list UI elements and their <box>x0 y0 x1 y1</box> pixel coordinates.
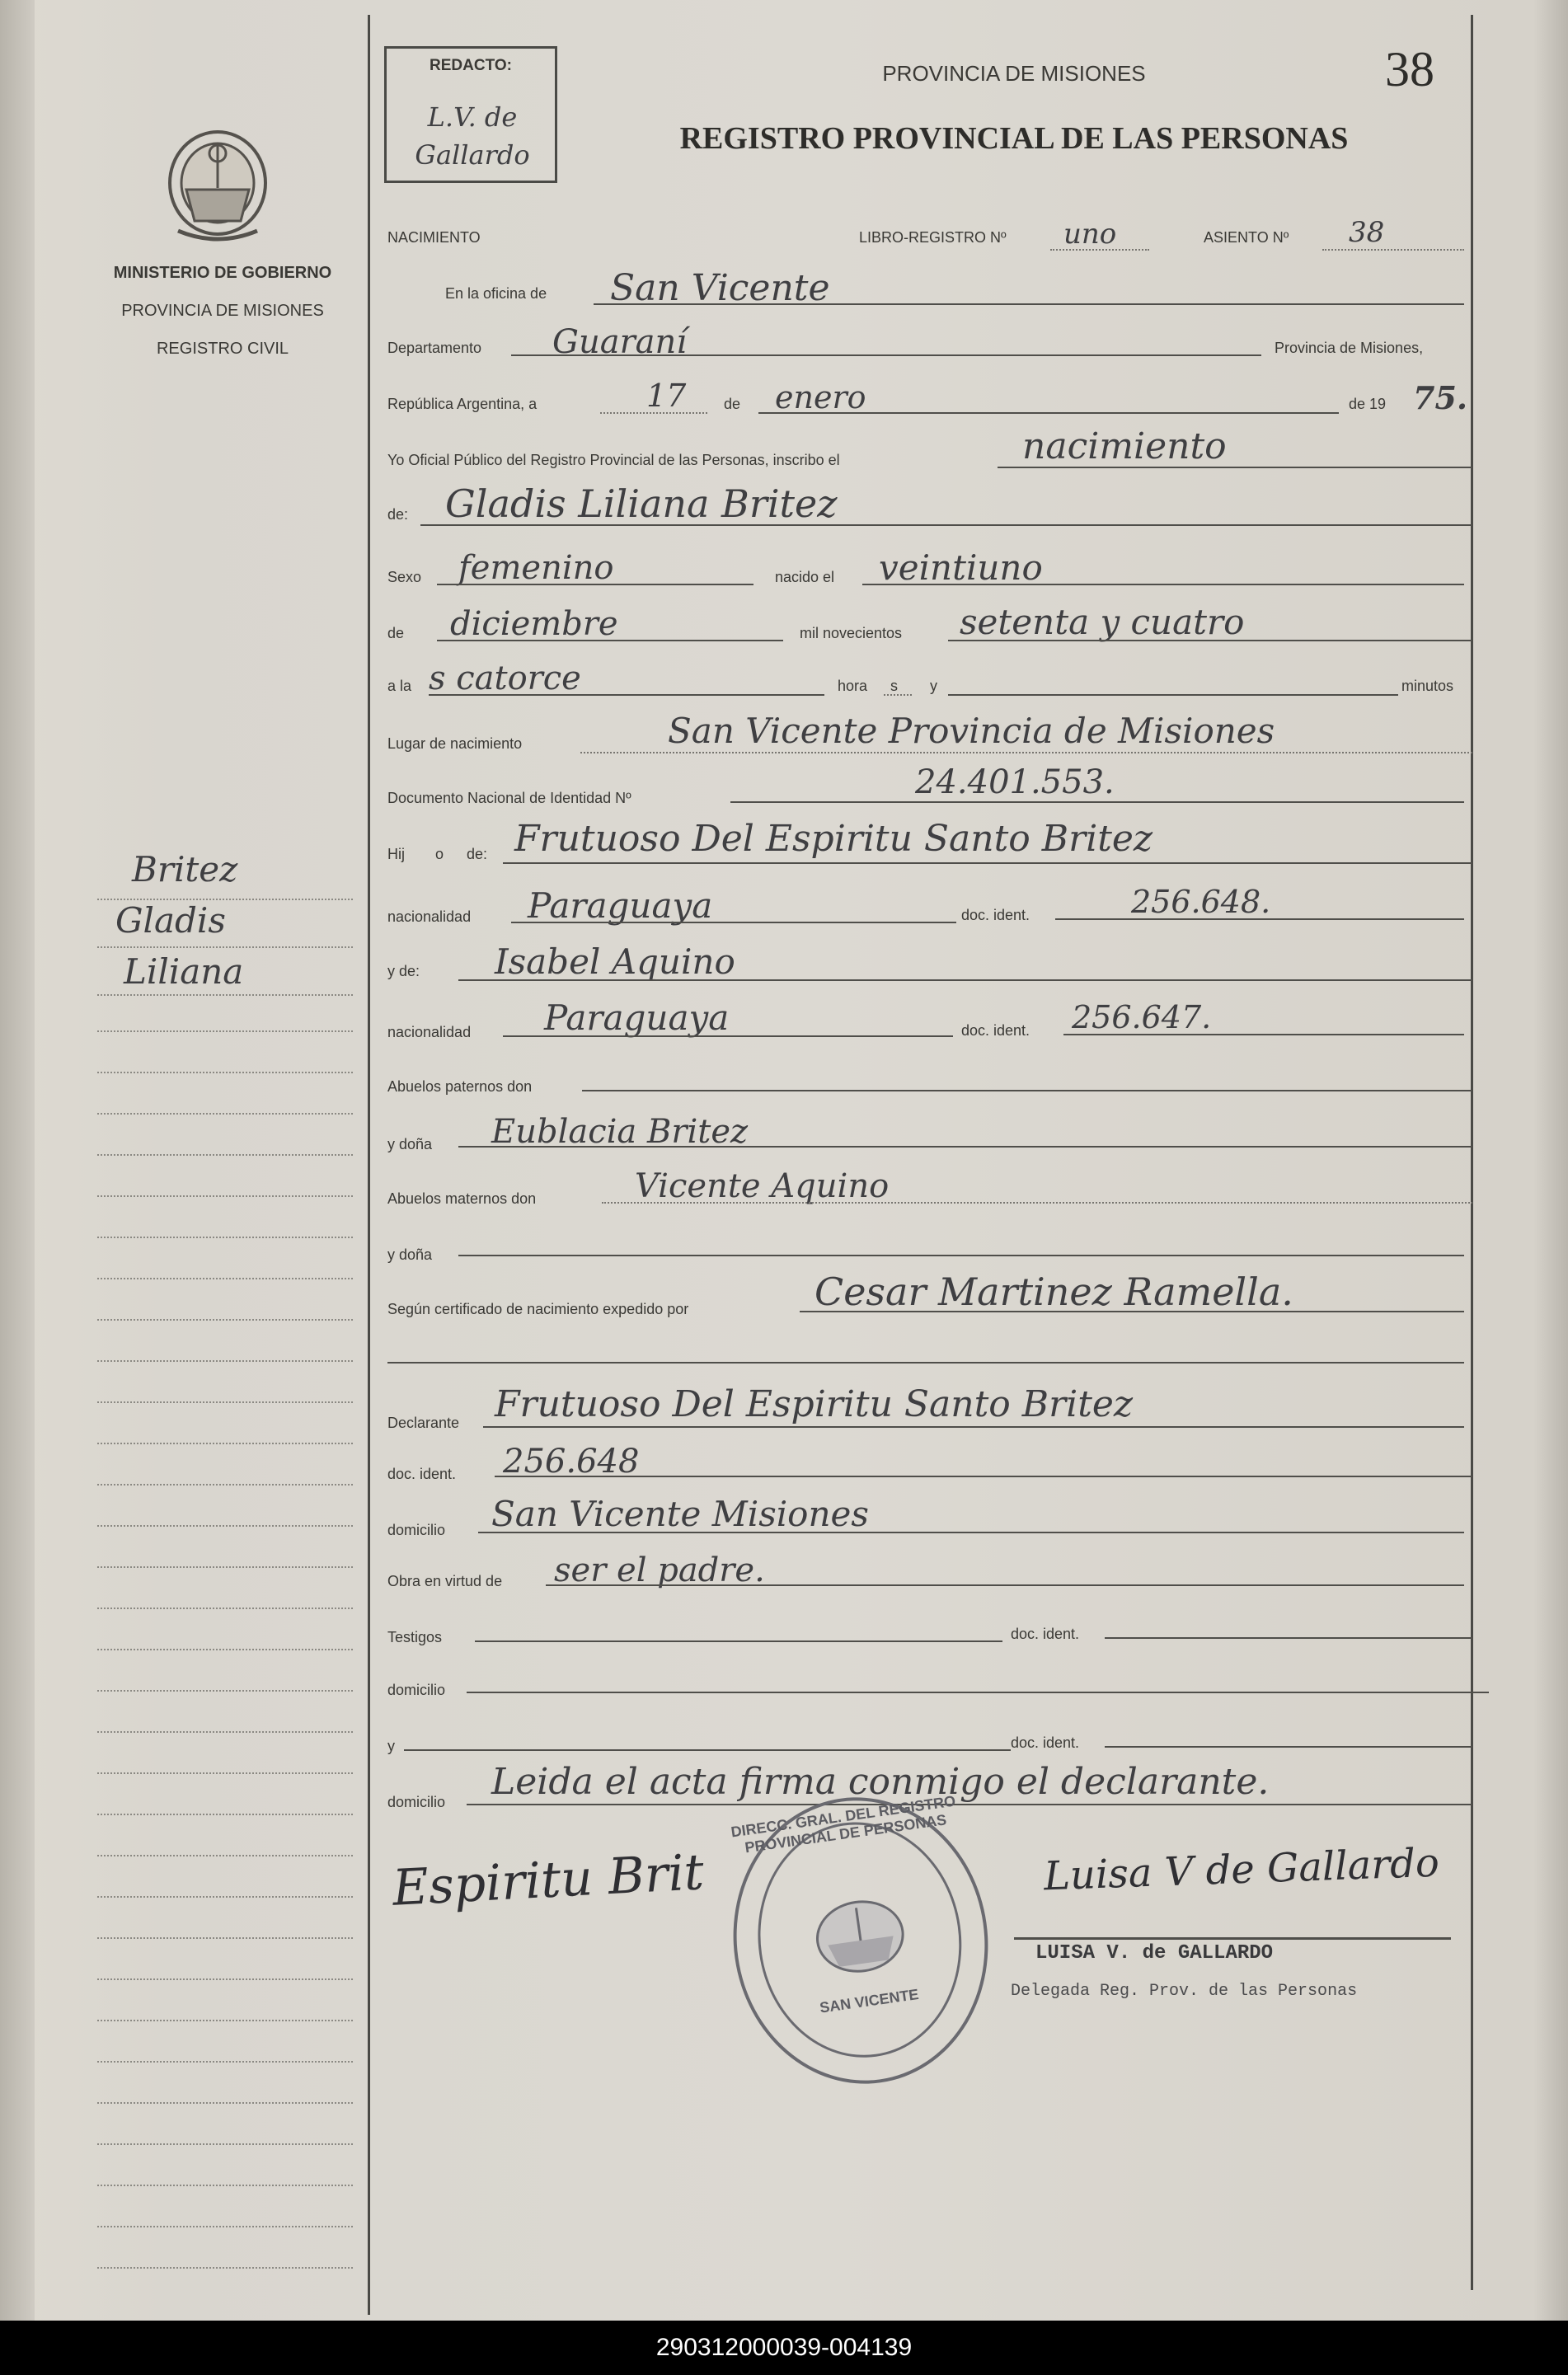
year-prefix: de 19 <box>1349 396 1387 412</box>
dni-value: 24.401.553. <box>915 763 1115 801</box>
page-title: REGISTRO PROVINCIAL DE LAS PERSONAS <box>679 121 1349 156</box>
testigos-doc-label: doc. ident. <box>1011 1626 1080 1642</box>
birth-month: diciembre <box>450 605 618 643</box>
child-name: Gladis Liliana Britez <box>445 481 838 526</box>
page-number: 38 <box>1385 42 1434 96</box>
dni-label: Documento Nacional de Identidad Nº <box>387 790 631 806</box>
declarante-signature: Espiritu Brit <box>391 1843 706 1917</box>
ministry-label: MINISTERIO DE GOBIERNO <box>113 264 332 282</box>
document-id-footer: 290312000039-004139 <box>0 2321 1568 2375</box>
domicilio2-label: domicilio <box>387 1682 446 1698</box>
inscribo-value: nacimiento <box>1022 425 1227 467</box>
mother-doc-label: doc. ident. <box>961 1022 1030 1039</box>
margin-note-surname: Britez <box>132 849 238 889</box>
paternal-grandmother: Eublacia Britez <box>491 1113 749 1151</box>
page-edge <box>0 0 35 2321</box>
declarante-doc-label: doc. ident. <box>387 1466 457 1482</box>
oficina-value: San Vicente <box>610 267 830 309</box>
right-border <box>1471 15 1473 2290</box>
nacido-value: veintiuno <box>879 547 1043 588</box>
registry-label: REGISTRO CIVIL <box>156 340 289 358</box>
maternal-grandparents-label: Abuelos maternos don <box>387 1190 537 1207</box>
mother-doc: 256.647. <box>1072 999 1212 1035</box>
asiento-label: ASIENTO Nº <box>1204 229 1289 246</box>
official-stamp <box>715 1781 1006 2100</box>
republica-label: República Argentina, a <box>387 396 538 412</box>
month-de-label: de <box>724 396 741 412</box>
maternal-grandfather: Vicente Aquino <box>635 1167 890 1205</box>
obra-value: ser el padre. <box>554 1551 765 1589</box>
province-heading: PROVINCIA DE MISIONES <box>882 61 1146 86</box>
sexo-label: Sexo <box>387 569 422 585</box>
domicilio3-label: domicilio <box>387 1794 446 1810</box>
hijo-suffix: o <box>435 846 444 862</box>
redacto-box <box>384 46 557 183</box>
y2-doc-label: doc. ident. <box>1011 1734 1080 1751</box>
official-signature: Luisa V de Gallardo <box>1043 1839 1440 1900</box>
domicilio-value: San Vicente Misiones <box>491 1494 869 1534</box>
nombre-de-label: de: <box>387 506 409 523</box>
y2-label: y <box>387 1738 395 1754</box>
maternal-grandmother-label: y doña <box>387 1246 433 1263</box>
section-label: NACIMIENTO <box>387 229 481 246</box>
testigos-label: Testigos <box>387 1629 443 1645</box>
y-label: y <box>930 678 937 694</box>
stamp-center-text: SAN VICENTE <box>818 1985 920 2016</box>
mes-de-label: de <box>387 625 405 641</box>
father-nationality-label: nacionalidad <box>387 908 472 925</box>
paternal-grandmother-label: y doña <box>387 1136 433 1152</box>
hora-suffix: s <box>890 678 898 694</box>
month-value: enero <box>775 379 866 415</box>
province-label: PROVINCIA DE MISIONES <box>121 302 324 320</box>
closing-statement: Leida el acta firma conmigo el declarante. <box>491 1761 1270 1803</box>
libro-label: LIBRO-REGISTRO Nº <box>859 229 1007 246</box>
birth-year: setenta y cuatro <box>960 602 1245 642</box>
libro-value: uno <box>1063 218 1117 251</box>
departamento-value: Guaraní <box>552 323 688 361</box>
stamp-emblem-icon <box>796 1884 923 1989</box>
column-divider <box>368 15 370 2315</box>
mother-nationality: Paraguaya <box>544 997 730 1038</box>
domicilio-label: domicilio <box>387 1522 446 1538</box>
hora-label: hora <box>838 678 868 694</box>
father-nationality: Paraguaya <box>528 885 713 926</box>
father-name: Frutuoso Del Espiritu Santo Britez <box>514 818 1153 860</box>
nacido-label: nacido el <box>775 569 835 585</box>
lugar-value: San Vicente Provincia de Misiones <box>668 711 1275 751</box>
inscribo-label: Yo Oficial Público del Registro Provincial de las Personas, inscribo el <box>387 452 840 468</box>
official-title: Delegada Reg. Prov. de las Personas <box>1011 1982 1358 2001</box>
obra-label: Obra en virtud de <box>387 1573 503 1589</box>
lugar-label: Lugar de nacimiento <box>387 735 523 752</box>
hora-value: s catorce <box>429 659 581 697</box>
stamp-ring-text: DIRECC. GRAL. DEL REGISTRO PROVINCIAL DE PERSONAS <box>730 1792 957 1856</box>
father-doc: 256.648. <box>1131 884 1271 920</box>
certificado-label: Según certificado de nacimiento expedido por <box>387 1301 689 1317</box>
declarante-doc: 256.648 <box>503 1443 640 1481</box>
oficina-label: En la oficina de <box>445 285 547 302</box>
asiento-value: 38 <box>1349 216 1385 249</box>
mother-name: Isabel Aquino <box>495 941 735 982</box>
minutos-label: minutos <box>1401 678 1454 694</box>
sexo-value: femenino <box>458 549 614 587</box>
declarante-label: Declarante <box>387 1415 460 1431</box>
declarante-value: Frutuoso Del Espiritu Santo Britez <box>495 1383 1134 1425</box>
margin-note-middle-name: Liliana <box>124 951 244 992</box>
father-doc-label: doc. ident. <box>961 907 1030 923</box>
certificado-value: Cesar Martinez Ramella. <box>815 1270 1293 1314</box>
coat-of-arms-icon <box>162 124 274 247</box>
official-name: LUISA V. de GALLARDO <box>1035 1942 1274 1964</box>
mil-novecientos-label: mil novecientos <box>800 625 903 641</box>
departamento-label: Departamento <box>387 340 482 356</box>
redacto-label: REDACTO: <box>430 57 512 74</box>
mother-nationality-label: nacionalidad <box>387 1024 472 1040</box>
margin-note-first-name: Gladis <box>115 900 226 941</box>
provincia-suffix: Provincia de Misiones, <box>1275 340 1424 356</box>
redacto-value: L.V. de Gallardo <box>415 101 530 171</box>
day-value: 17 <box>646 378 687 414</box>
y-de-label: y de: <box>387 963 420 979</box>
a-la-label: a la <box>387 678 412 694</box>
paternal-grandparents-label: Abuelos paternos don <box>387 1078 533 1095</box>
year-value: 75. <box>1413 379 1468 416</box>
hijo-label: Hij <box>387 846 405 862</box>
hijo-de-label: de: <box>467 846 488 862</box>
